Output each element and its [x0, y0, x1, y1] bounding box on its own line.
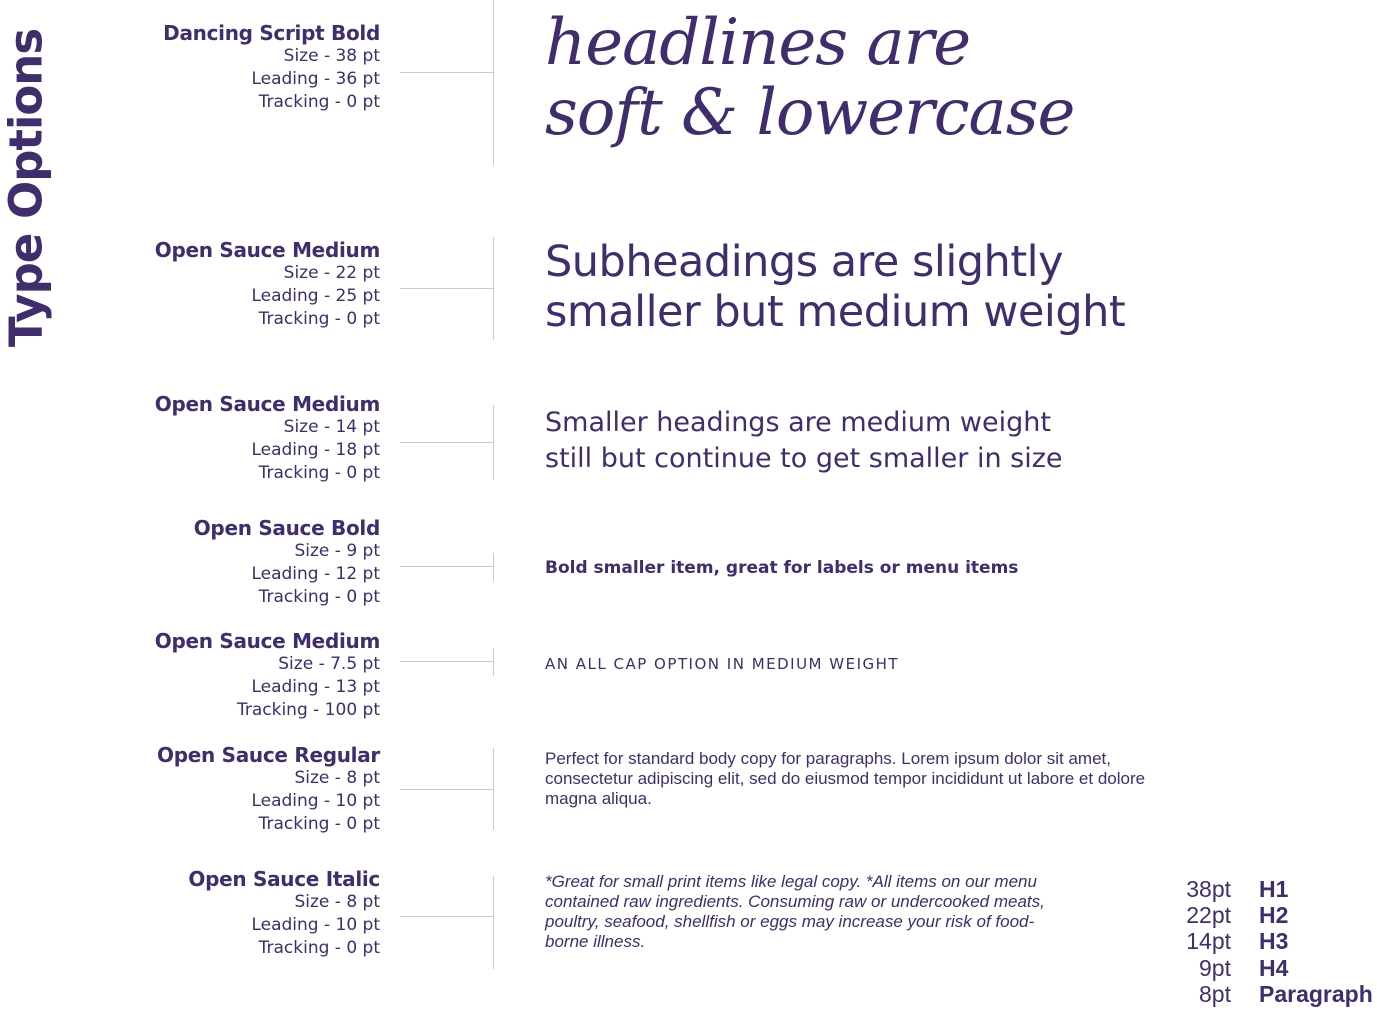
sample-small-heading-line1: Smaller headings are medium weight	[545, 407, 1051, 438]
sample-bold-label: Bold smaller item, great for labels or menu items	[545, 558, 1019, 578]
connector-line	[400, 661, 493, 662]
scale-row	[1160, 955, 1373, 981]
sample-headline	[545, 8, 1074, 148]
sample-small-heading-line2: still but continue to get smaller in size	[545, 443, 1063, 474]
bracket-line	[493, 748, 494, 830]
spec-size: Size - 14 pt	[283, 417, 380, 437]
spec-size: Size - 8 pt	[294, 892, 380, 912]
sample-subheading	[545, 237, 1125, 337]
spec-tracking: Tracking - 0 pt	[258, 587, 380, 607]
spec-font-name: Open Sauce Medium	[154, 238, 380, 262]
page-title-vertical	[0, 20, 53, 355]
type-spec-h1	[163, 21, 380, 114]
connector-line	[400, 72, 493, 73]
scale-row	[1160, 929, 1373, 955]
scale-row	[1160, 876, 1373, 902]
bracket-line	[493, 648, 494, 676]
page-title: Type Options	[0, 28, 53, 347]
scale-size: 9pt	[1199, 954, 1231, 981]
spec-font-name: Open Sauce Bold	[193, 516, 380, 540]
spec-font-name: Open Sauce Medium	[154, 629, 380, 653]
spec-size: Size - 8 pt	[294, 768, 380, 788]
scale-level: Paragraph	[1259, 981, 1373, 1008]
scale-level: H2	[1259, 902, 1289, 929]
spec-size: Size - 22 pt	[283, 263, 380, 283]
type-spec-h4	[194, 516, 380, 609]
sample-headline-line2: soft & lowercase	[545, 76, 1075, 150]
connector-line	[400, 442, 493, 443]
type-spec-h2	[155, 238, 380, 331]
sample-small-heading	[545, 405, 1063, 477]
spec-leading: Leading - 18 pt	[251, 440, 380, 460]
spec-leading: Leading - 36 pt	[251, 69, 380, 89]
spec-tracking: Tracking - 100 pt	[236, 700, 380, 720]
spec-leading: Leading - 12 pt	[251, 564, 380, 584]
bracket-line	[493, 876, 494, 969]
scale-size: 22pt	[1186, 902, 1231, 929]
type-spec-italic	[188, 867, 380, 960]
spec-size: Size - 9 pt	[294, 541, 380, 561]
sample-all-caps: AN ALL CAP OPTION IN MEDIUM WEIGHT	[545, 655, 900, 673]
spec-tracking: Tracking - 0 pt	[258, 938, 380, 958]
scale-size: 38pt	[1186, 875, 1231, 902]
spec-leading: Leading - 13 pt	[251, 677, 380, 697]
spec-size: Size - 7.5 pt	[278, 654, 380, 674]
sample-legal-copy: *Great for small print items like legal copy. *All items on our menu contained raw ingredients. Consuming raw or undercooked meats, poultry, seafood, shellfish or eggs may increase your risk of food-borne illness.	[545, 872, 1045, 951]
spec-font-name: Dancing Script Bold	[163, 21, 380, 45]
bracket-line	[493, 237, 494, 340]
spec-size: Size - 38 pt	[283, 46, 380, 66]
connector-line	[400, 916, 493, 917]
sample-body-copy: Perfect for standard body copy for paragraphs. Lorem ipsum dolor sit amet, consectetur adipiscing elit, sed do eiusmod tempor incididunt ut labore et dolore magna aliqua.	[545, 749, 1146, 808]
scale-level: H1	[1259, 875, 1289, 902]
connector-line	[400, 789, 493, 790]
connector-line	[400, 288, 493, 289]
scale-row	[1160, 982, 1373, 1008]
spec-leading: Leading - 10 pt	[251, 791, 380, 811]
spec-font-name: Open Sauce Medium	[154, 392, 380, 416]
scale-row	[1160, 902, 1373, 928]
scale-size: 8pt	[1199, 981, 1231, 1008]
spec-leading: Leading - 25 pt	[251, 286, 380, 306]
bracket-line	[493, 405, 494, 480]
type-spec-caps	[155, 629, 380, 722]
bracket-line	[493, 0, 494, 165]
spec-font-name: Open Sauce Regular	[157, 743, 380, 767]
spec-leading: Leading - 10 pt	[251, 915, 380, 935]
scale-level: H4	[1259, 954, 1289, 981]
type-scale-legend	[1160, 876, 1373, 1008]
connector-line	[400, 566, 493, 567]
spec-font-name: Open Sauce Italic	[188, 867, 380, 891]
scale-size: 14pt	[1186, 928, 1231, 955]
spec-tracking: Tracking - 0 pt	[258, 463, 380, 483]
sample-subheading-line1: Subheadings are slightly	[545, 237, 1064, 287]
sample-headline-line1: headlines are	[545, 6, 971, 80]
type-spec-h3	[155, 392, 380, 485]
sample-subheading-line2: smaller but medium weight	[545, 287, 1126, 337]
spec-tracking: Tracking - 0 pt	[258, 814, 380, 834]
scale-level: H3	[1259, 928, 1289, 955]
type-spec-body	[157, 743, 380, 836]
bracket-line	[493, 553, 494, 581]
spec-tracking: Tracking - 0 pt	[258, 309, 380, 329]
spec-tracking: Tracking - 0 pt	[258, 92, 380, 112]
